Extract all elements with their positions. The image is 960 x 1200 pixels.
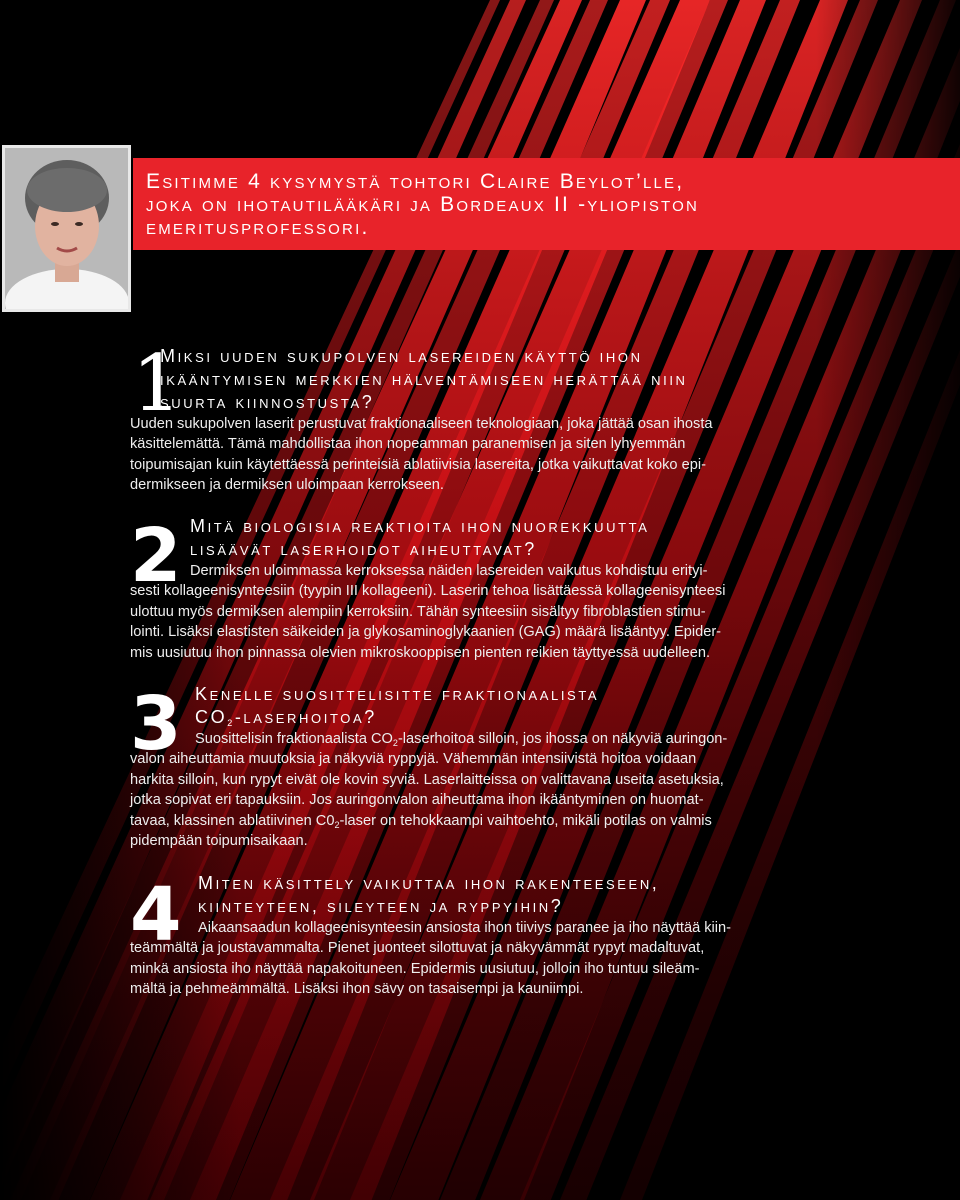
question-line: Miten käsittely vaikuttaa ihon rakenteeseen,	[198, 873, 660, 893]
intro-text	[146, 170, 946, 239]
answer-text	[130, 414, 790, 496]
answer-text	[130, 561, 790, 663]
subscript: 2	[227, 718, 235, 728]
answer-line: pidempään toipumisaikaan.	[130, 833, 308, 850]
question-block-1	[130, 339, 790, 496]
answer-line: käsittelemättä. Tämä mahdollistaa ihon nopeamman paranemisen ja siten lyhyemmän	[130, 436, 686, 453]
answer-text	[130, 918, 790, 1000]
answer-line: jotka sopivat eri tapauksiin. Jos auringonvalon aiheuttama ihon ikääntyminen on huomat-	[130, 792, 704, 809]
answer-fragment: Suosittelisin fraktionaalista CO	[195, 731, 393, 747]
answer-line: teämmältä ja joustavammalta. Pienet juonteet silottuvat ja näkyvämmät rypyt madaltuvat,	[130, 940, 705, 957]
answer-line: harkita silloin, kun rypyt eivät ole kovin syviä. Laserlaitteissa on valittavana useita asetuksia,	[130, 771, 724, 788]
co2-text: CO	[195, 707, 228, 727]
question-number: 3	[130, 681, 182, 767]
question-text: -laserhoitoa?	[234, 707, 377, 727]
portrait-photo	[2, 145, 131, 312]
question-block-4	[130, 872, 790, 1000]
answer-line: mältä ja pehmeämmältä. Lisäksi ihon sävy on tasaisempi ja kauniimpi.	[130, 981, 584, 998]
answer-line: Aikaansaadun kollageenisynteesin ansiosta ihon tiiviys paranee ja iho näyttää kiin-	[198, 920, 732, 936]
answer-line: ulottuu myös dermiksen alempiin kerroksiin. Tähän synteesiin sisältyy fibroblastien stimu-	[130, 603, 706, 620]
answer-line: minkä ansiosta iho näyttää napakoituneen. Epidermis uusiutuu, jolloin iho tuntuu sileäm-	[130, 960, 700, 977]
answer-line	[130, 811, 790, 831]
answer-line: valon aiheuttamia muutoksia ja näkyviä ryppyjä. Vähemmän intensiivistä hoitoa voidaan	[130, 751, 697, 768]
question-line: Miksi uuden sukupolven lasereiden käyttö ihon	[160, 346, 643, 366]
question-line: suurta kiinnostusta?	[160, 392, 375, 412]
answer-line: lointi. Lisäksi elastisten säikeiden ja glykosaminoglykaanien (GAG) määrä lisääntyy. Epider-	[130, 624, 722, 641]
answer-line: Uuden sukupolven laserit perustuvat fraktionaaliseen teknologiaan, joka jättää osan ihosta	[130, 416, 713, 432]
answer-fragment: -laser on tehokkaampi vaihtoehto, mikäli potilas on valmis	[339, 812, 712, 829]
answer-line: toipumisajan kuin käytettäessä perinteisiä ablatiivisia lasereita, jotka vaikuttavat koko epi-	[130, 456, 706, 473]
answer-line: sesti kollageenisynteesiin (tyypin III kollageeni). Laserin tehoa lisättäessä kollageenisynteesi	[130, 583, 726, 600]
answer-line	[195, 729, 790, 749]
answer-line: Dermiksen uloimmassa kerroksessa näiden lasereiden vaikutus kohdistuu erityi-	[190, 563, 708, 579]
question-line: kiinteyteen, sileyteen ja ryppyihin?	[198, 896, 564, 916]
question-heading	[195, 683, 790, 729]
question-line	[195, 706, 790, 729]
answer-line: dermikseen ja dermiksen uloimpaan kerrokseen.	[130, 477, 444, 494]
answer-line: mis uusiutuu ihon pinnassa olevien mikroskooppisen pienten reikien täyttyessä uudelleen.	[130, 644, 711, 661]
question-number: 1	[132, 339, 182, 429]
answer-fragment: tavaa, klassinen ablatiivinen C0	[130, 812, 335, 829]
answer-fragment: -laserhoitoa silloin, jos ihossa on näkyviä auringon-	[397, 731, 728, 747]
subscript: 2	[392, 738, 398, 748]
question-number: 2	[130, 513, 182, 599]
question-line: ikääntymisen merkkien hälventämiseen herättää niin	[160, 369, 688, 389]
question-block-3	[130, 683, 790, 851]
question-line: Kenelle suosittelisitte fraktionaalista	[195, 684, 600, 704]
question-line: lisäävät laserhoidot aiheuttavat?	[190, 539, 537, 559]
question-block-2	[130, 515, 790, 663]
subscript: 2	[334, 819, 340, 830]
question-heading	[190, 515, 790, 561]
question-number: 4	[130, 872, 182, 958]
question-line: Mitä biologisia reaktioita ihon nuorekkuutta	[190, 516, 650, 536]
answer-text	[130, 729, 790, 851]
question-heading	[160, 345, 790, 414]
intro-line: emeritusprofessori.	[146, 216, 370, 239]
portrait-icon	[5, 148, 128, 309]
intro-line: joka on ihotautilääkäri ja Bordeaux II -yliopiston	[146, 193, 700, 216]
question-heading	[198, 872, 790, 918]
intro-line: Esitimme 4 kysymystä tohtori Claire Beylot’lle,	[146, 170, 685, 193]
